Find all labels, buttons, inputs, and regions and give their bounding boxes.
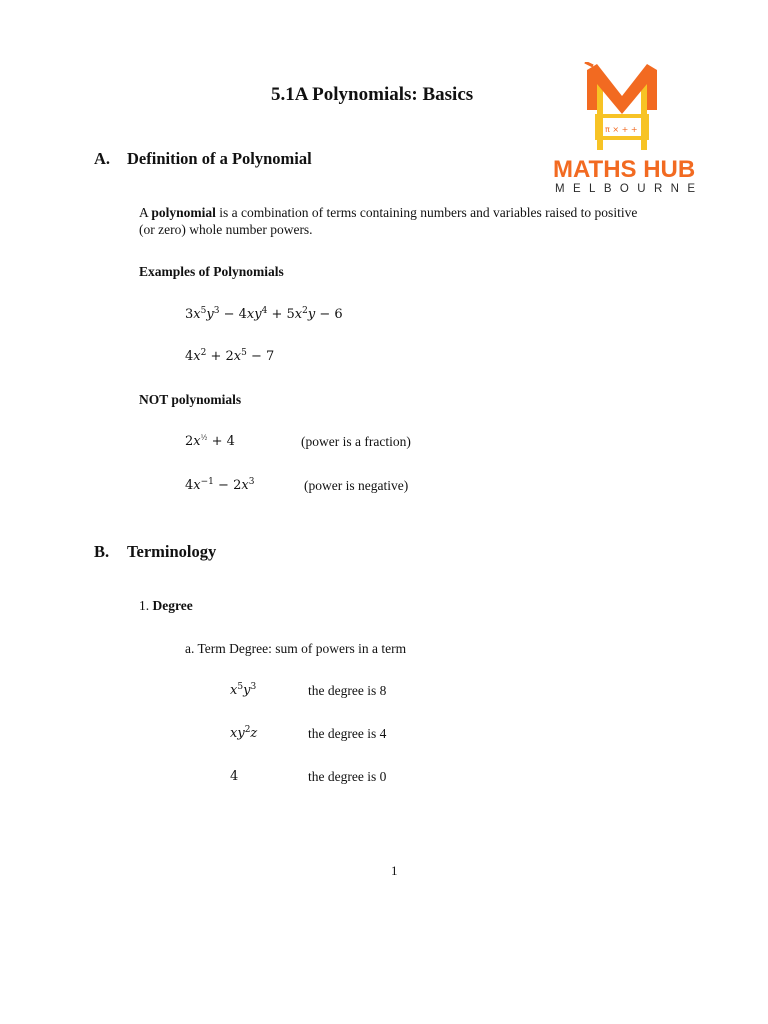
example-polynomial-2: $4x^2 + 2x^5 - 7$ xyxy=(185,348,275,364)
term-degree-definition: a. Term Degree: sum of powers in a term xyxy=(185,641,407,656)
term-example-2: $xy^2z$ xyxy=(230,725,258,741)
not-polynomials-label: NOT polynomials xyxy=(139,392,242,407)
non-polynomial-1: $2x^{\frac{1}{2}} + 4$ xyxy=(185,434,235,449)
svg-text:π × + +: π × + + xyxy=(605,125,638,134)
section-a-heading xyxy=(94,149,312,169)
examples-label: Examples of Polynomials xyxy=(139,264,284,279)
term-example-3: 4 xyxy=(230,769,239,784)
non-polynomial-1-note: (power is a fraction) xyxy=(301,434,411,449)
page-number: 1 xyxy=(391,863,398,878)
degree-item-label: Degree xyxy=(152,598,193,613)
term-example-2-degree: the degree is 4 xyxy=(308,726,387,741)
logo-brand-text: MATHS HUB xyxy=(553,156,696,183)
definition-term: polynomial xyxy=(151,205,216,220)
definition-paragraph: A polynomial is a combination of terms containing numbers and variables raised to positive (or zero) whole number powers. xyxy=(139,205,638,237)
term-example-1: $x^5y^3$ xyxy=(230,682,257,698)
term-example-1-degree: the degree is 8 xyxy=(308,683,387,698)
section-a-number: A. xyxy=(94,149,111,168)
logo-subtitle-text: MELBOURNE xyxy=(555,183,704,195)
non-polynomial-2-note: (power is negative) xyxy=(304,478,409,493)
degree-item-number: 1. xyxy=(139,598,153,613)
example-polynomial-1: $3x^5y^3 - 4xy^4 + 5x^2y - 6$ xyxy=(185,306,343,322)
page-title: 5.1A Polynomials: Basics xyxy=(271,84,474,105)
non-polynomial-2: $4x^{-1} - 2x^3$ xyxy=(185,477,255,493)
section-b-title: Terminology xyxy=(127,542,217,561)
section-a-title: Definition of a Polynomial xyxy=(127,149,312,168)
term-example-3-degree: the degree is 0 xyxy=(308,769,387,784)
logo-m-icon xyxy=(583,62,661,154)
section-b-number: B. xyxy=(94,542,110,561)
maths-hub-logo xyxy=(553,62,703,198)
section-b-heading xyxy=(94,542,216,562)
degree-item xyxy=(139,597,193,614)
